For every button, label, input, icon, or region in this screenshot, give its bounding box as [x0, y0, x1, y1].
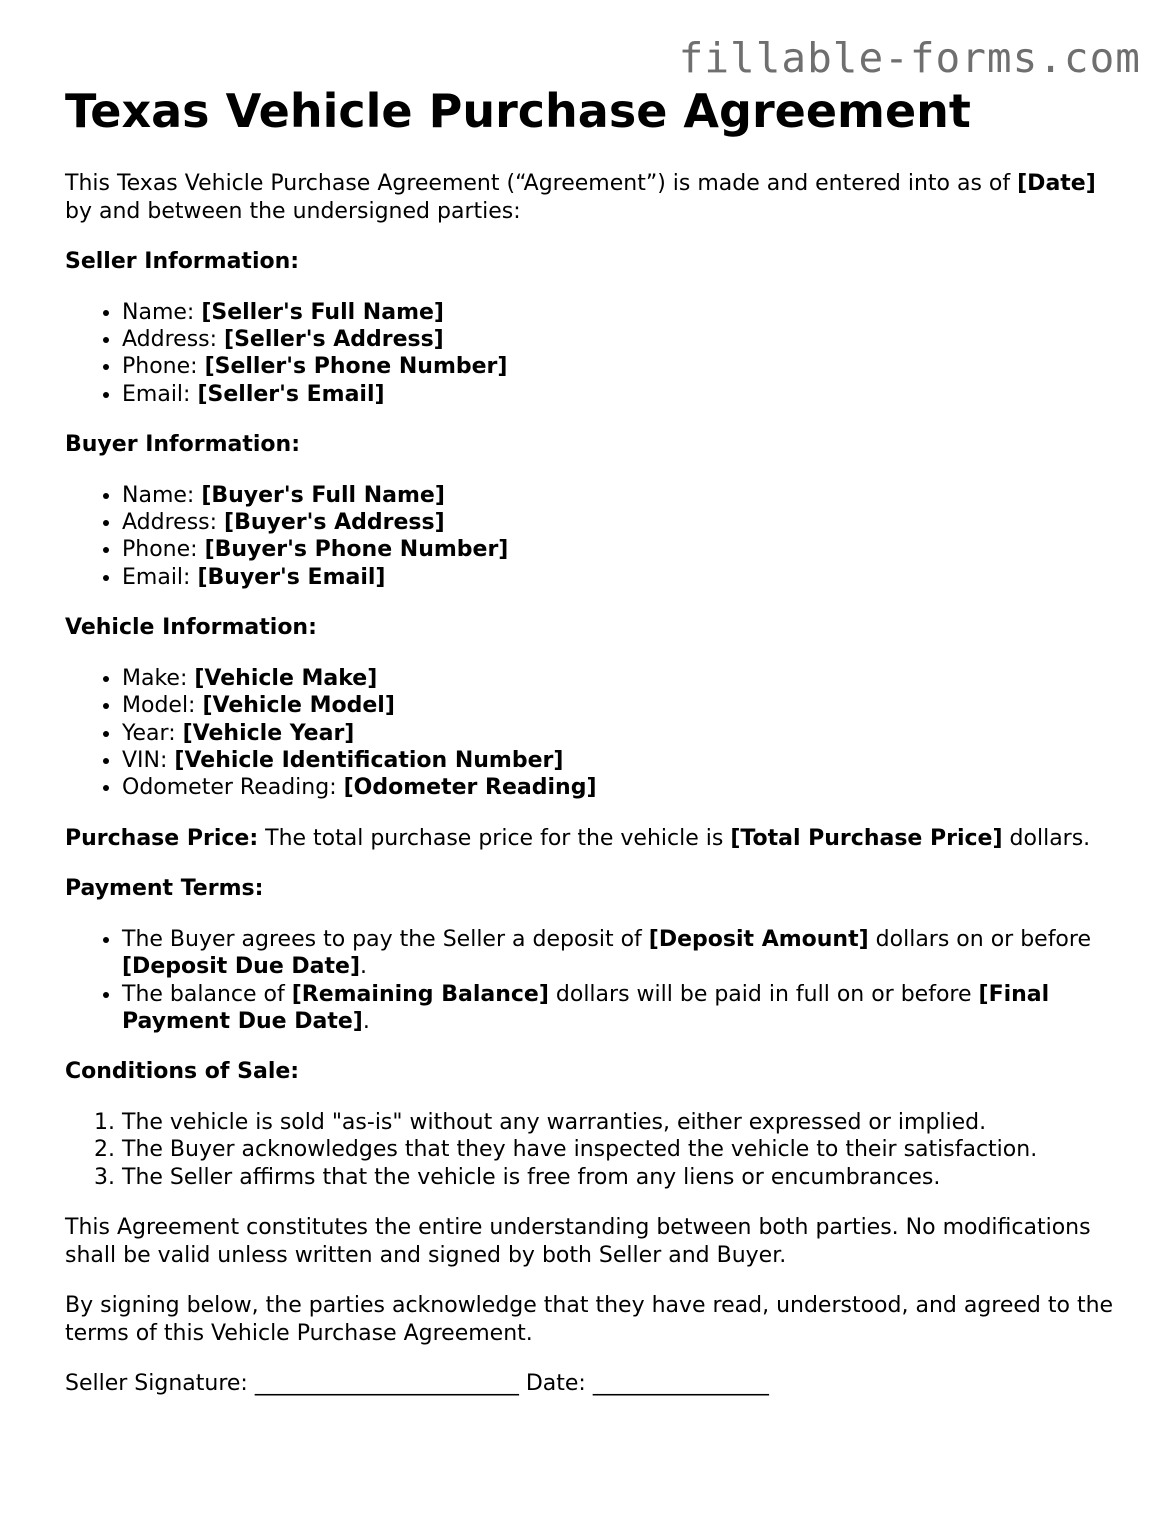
watermark-logo: fillable-forms.com — [678, 34, 1141, 82]
seller-signature-field[interactable]: ________________________ — [254, 1371, 519, 1397]
list-item: • The Buyer agrees to pay the Seller a deposit of [Deposit Amount] dollars on or before [Deposit Due Date]. — [122, 926, 1125, 981]
list-item: • VIN: [Vehicle Identification Number] — [122, 747, 1125, 774]
list-item: • Address: [Seller's Address] — [122, 326, 1125, 353]
list-item: • Model: [Vehicle Model] — [122, 692, 1125, 719]
seller-heading: Seller Information: — [65, 249, 300, 274]
list-item: • The balance of [Remaining Balance] dollars will be paid in full on or before [Final Payment Due Date]. — [122, 981, 1125, 1036]
list-item: 2. The Buyer acknowledges that they have inspected the vehicle to their satisfaction. — [122, 1136, 1125, 1163]
seller-signature-label: Seller Signature: — [65, 1371, 255, 1397]
purchase-price-label: Purchase Price: — [65, 825, 259, 851]
list-item: • Email: [Buyer's Email] — [122, 564, 1125, 591]
list-item: • Address: [Buyer's Address] — [122, 509, 1125, 536]
intro-paragraph: This Texas Vehicle Purchase Agreement (“Agreement”) is made and entered into as of [Date] by and between the undersigned parties: — [65, 171, 1096, 224]
vehicle-heading: Vehicle Information: — [65, 615, 317, 641]
list-item: 3. The Seller affirms that the vehicle is free from any liens or encumbrances. — [122, 1164, 1125, 1191]
signature-line — [65, 1370, 1125, 1398]
date-field[interactable]: ________________ — [592, 1371, 769, 1397]
purchase-price-value: [Total Purchase Price] — [730, 825, 1003, 851]
buyer-heading: Buyer Information: — [65, 432, 300, 458]
list-item: 1. The vehicle is sold "as-is" without any warranties, either expressed or implied. — [122, 1109, 1125, 1136]
date-placeholder: [Date] — [1017, 171, 1096, 196]
list-item: • Email: [Seller's Email] — [122, 381, 1125, 408]
payment-terms-heading: Payment Terms: — [65, 876, 264, 902]
conditions-heading: Conditions of Sale: — [65, 1059, 300, 1085]
document-title: Texas Vehicle Purchase Agreement — [65, 84, 971, 138]
purchase-price-paragraph: Purchase Price: The total purchase price for the vehicle is [Total Purchase Price] dollars. — [65, 825, 1091, 851]
acknowledgement-paragraph: By signing below, the parties acknowledge that they have read, understood, and agreed to the terms of this Vehicle Purchase Agreement. — [65, 1293, 1114, 1346]
date-label: Date: — [518, 1371, 593, 1397]
buyer-info-list — [65, 482, 1125, 592]
list-item: • Phone: [Buyer's Phone Number] — [122, 536, 1125, 563]
document-page — [65, 84, 1125, 1398]
list-item: • Phone: [Seller's Phone Number] — [122, 353, 1125, 380]
conditions-list — [65, 1109, 1125, 1191]
payment-terms-list — [65, 926, 1125, 1036]
list-item: • Odometer Reading: [Odometer Reading] — [122, 774, 1125, 801]
vehicle-info-list — [65, 665, 1125, 802]
list-item: • Name: [Seller's Full Name] — [122, 299, 1125, 326]
entire-agreement-paragraph: This Agreement constitutes the entire understanding between both parties. No modifications shall be valid unless written and signed by both Seller and Buyer. — [65, 1215, 1091, 1268]
seller-info-list — [65, 299, 1125, 409]
list-item: • Name: [Buyer's Full Name] — [122, 482, 1125, 509]
list-item: • Year: [Vehicle Year] — [122, 720, 1125, 747]
list-item: • Make: [Vehicle Make] — [122, 665, 1125, 692]
